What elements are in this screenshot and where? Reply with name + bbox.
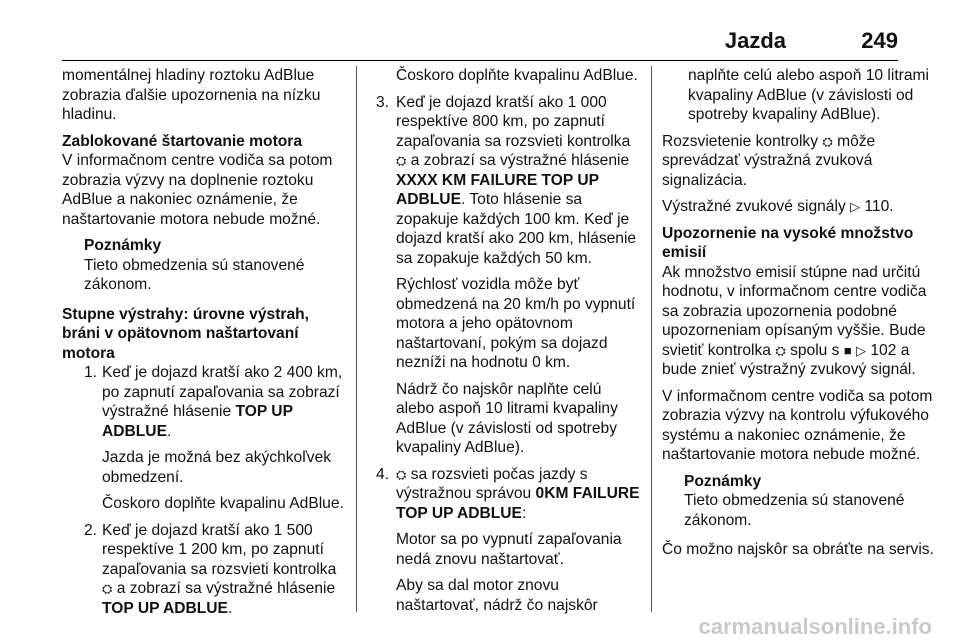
adblue-warning-icon: ⛭ <box>396 153 407 168</box>
adblue-warning-icon: ⛭ <box>822 133 833 149</box>
paragraph: V informačnom centre vodiča sa potom zobrazia výzvy na doplnenie roztoku AdBlue a nakoniec oznámenie, že naštartovanie motora nebude možné. <box>62 152 333 228</box>
note-text: Tieto obmedzenia sú stanovené zákonom. <box>84 256 305 293</box>
page-number: 249 <box>861 28 898 53</box>
message-text: TOP UP ADBLUE <box>102 403 293 440</box>
paragraph: Ak množstvo emisií stúpne nad určitú hodnotu, v informačnom centre vodiča sa zobrazia upozornenia podobné upozorneniam opísaným vyššie. Bude svietiť kontrolka ⛭ spolu s ■ ▷ 102 a bude znieť výstražný zvukový signál. <box>662 263 927 378</box>
note-title: Poznámky <box>684 472 762 490</box>
subheading-blocked-start: Zablokované štartovanie motora <box>62 132 303 150</box>
list-number: 3. <box>376 93 390 111</box>
message-text: 0KM FAILURE TOP UP ADBLUE <box>396 485 640 522</box>
column-3 <box>662 66 938 567</box>
paragraph: Čoskoro doplňte kvapalinu AdBlue. <box>102 495 344 512</box>
list-item-4: 4. ⛭ sa rozsvieti počas jazdy s výstražnou správou 0KM FAILURE TOP UP ADBLUE: <box>376 465 640 522</box>
paragraph: Čo možno najskôr sa obráťte na servis. <box>662 541 934 558</box>
paragraph: momentálnej hladiny roztoku AdBlue zobrazia ďalšie upozornenia na nízku hladinu. <box>62 67 321 123</box>
engine-icon: ■ <box>843 342 852 358</box>
paragraph: Nádrž čo najskôr naplňte celú alebo aspoň 10 litrami kvapaliny AdBlue (v závislosti od spotreby kvapaliny AdBlue). <box>396 380 618 456</box>
subheading-high-emissions: Upozornenie na vysoké množstvo emisií <box>662 224 914 261</box>
list-number: 1. <box>84 364 98 381</box>
column-2 <box>376 66 640 622</box>
paragraph: naplňte celú alebo aspoň 10 litrami kvapaliny AdBlue (v závislosti od spotreby kvapaliny AdBlue). <box>688 67 929 123</box>
message-text: TOP UP ADBLUE <box>102 599 228 617</box>
header-rule <box>62 60 898 61</box>
message-text: XXXX KM FAILURE TOP UP ADBLUE <box>396 171 599 208</box>
section-title: Jazda <box>724 28 786 53</box>
note-box <box>62 236 346 295</box>
page-header <box>62 28 898 56</box>
page-reference-arrow-icon: ▷ <box>856 342 867 358</box>
subheading-warning-levels: Stupne výstrahy: úrovne výstrah, bráni v opätovnom naštartovaní motora <box>62 305 309 362</box>
paragraph: Čoskoro doplňte kvapalinu AdBlue. <box>396 67 638 84</box>
list-item-1: 1. Keď je dojazd kratší ako 2 400 km, po zapnutí zapaľovania sa zobrazí výstražné hlásenie TOP UP ADBLUE. <box>84 364 343 440</box>
list-item-2: 2. Keď je dojazd kratší ako 1 500 respektíve 1 200 km, po zapnutí zapaľovania sa rozsvieti kontrolka ⛭ a zobrazí sa výstražné hlásenie TOP UP ADBLUE. <box>84 521 337 617</box>
paragraph: Jazda je možná bez akýchkoľvek obmedzení. <box>102 449 332 486</box>
list-number: 4. <box>376 465 390 483</box>
watermark: carmanualsonline.info <box>698 614 932 639</box>
column-divider <box>651 66 652 612</box>
page-reference-arrow-icon: ▷ <box>850 199 861 214</box>
note-text: Tieto obmedzenia sú stanovené zákonom. <box>684 492 905 529</box>
paragraph: Výstražné zvukové signály ▷ 110. <box>662 198 894 215</box>
paragraph: Motor sa po vypnutí zapaľovania nedá znovu naštartovať. <box>396 531 622 568</box>
paragraph: Rozsvietenie kontrolky ⛭ môže sprevádzať výstražná zvuková signalizácia. <box>662 132 876 189</box>
adblue-warning-icon: ⛭ <box>775 342 786 358</box>
column-divider <box>356 66 357 612</box>
adblue-warning-icon: ⛭ <box>396 466 407 482</box>
paragraph: Aby sa dal motor znovu naštartovať, nádrž čo najskôr <box>396 577 598 614</box>
paragraph: V informačnom centre vodiča sa potom zobrazia výzvy na kontrolu výfukového systému a nakoniec oznámenie, že naštartovanie motora nebude možné. <box>662 387 933 463</box>
note-title: Poznámky <box>84 237 162 254</box>
paragraph: Rýchlosť vozidla môže byť obmedzená na 20 km/h po vypnutí motora a jeho opätovnom naštartovaní, pokým sa dojazd nezníži na hodnotu 0 km. <box>396 276 636 371</box>
note-box <box>662 472 938 531</box>
adblue-warning-icon: ⛭ <box>102 581 113 596</box>
list-number: 2. <box>84 521 98 539</box>
list-item-3: 3. Keď je dojazd kratší ako 1 000 respektíve 800 km, po zapnutí zapaľovania sa rozsvieti kontrolka ⛭ a zobrazí sa výstražné hlásenie XXXX KM FAILURE TOP UP ADBLUE. Toto hlásenie sa zopakuje každých 100 km. Keď je dojazd kratší ako 200 km, hlásenie sa zopakuje každých 50 km. <box>376 93 637 267</box>
column-1 <box>62 66 346 625</box>
